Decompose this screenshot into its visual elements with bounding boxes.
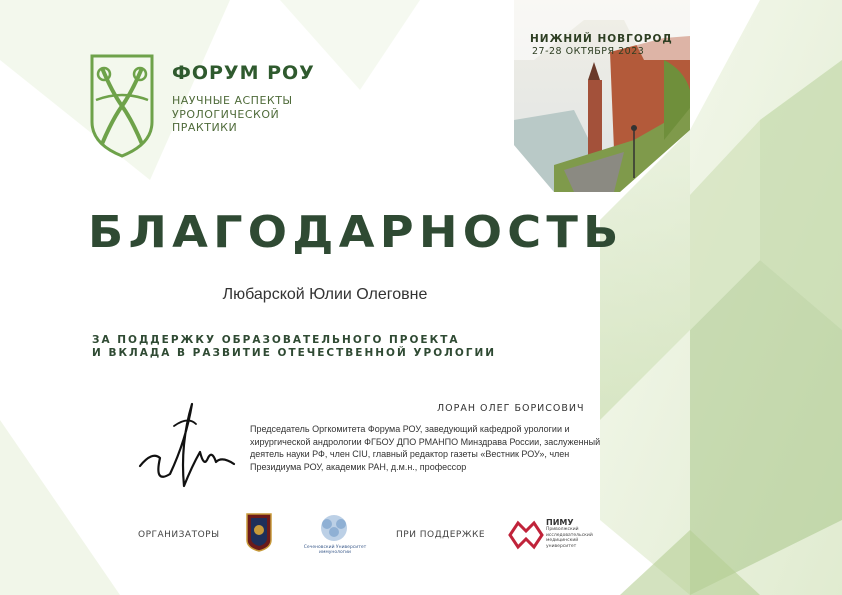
forum-subtitle-line: ПРАКТИКИ <box>172 121 238 134</box>
forum-rou-logo <box>88 52 156 160</box>
forum-title: ФОРУМ РОУ <box>172 62 315 84</box>
event-city: НИЖНИЙ НОВГОРОД <box>530 33 673 45</box>
certificate-title: БЛАГОДАРНОСТЬ <box>88 207 624 258</box>
event-dates: 27-28 ОКТЯБРЯ 2023 <box>532 46 645 57</box>
pimu-name: ПИМУ <box>546 518 574 527</box>
reason-line: И ВКЛАДА В РАЗВИТИЕ ОТЕЧЕСТВЕННОЙ УРОЛОГИИ <box>92 347 497 359</box>
signer-description: Председатель Оргкомитета Форума РОУ, заведующий кафедрой урологии и хирургической андрологии ФГБОУ ДПО РМАНПО Минздрава России, заслуженный деятель науки РФ, член CIU, главный редактор газеты «Вестник РОУ», член Президиума РОУ, академик РАН, д.м.н., профессор <box>250 424 601 473</box>
sechenov-text: Сеченовский Университет иммунологии <box>303 545 367 555</box>
forum-subtitle-line: НАУЧНЫЕ АСПЕКТЫ <box>172 94 293 107</box>
recipient-name: Любарской Юлии Олеговне <box>222 286 428 303</box>
certificate-reason <box>92 334 496 360</box>
pimu-description: Приволжский исследовательский медицинский университет <box>546 527 593 549</box>
reason-line: ЗА ПОДДЕРЖКУ ОБРАЗОВАТЕЛЬНОГО ПРОЕКТА <box>92 334 460 346</box>
signer-name: ЛОРАН ОЛЕГ БОРИСОВИЧ <box>437 403 585 414</box>
signature <box>130 396 240 496</box>
kremlin-photo <box>514 0 690 192</box>
organizers-label: ОРГАНИЗАТОРЫ <box>138 530 220 540</box>
rou-emblem-logo <box>245 512 273 552</box>
support-label: ПРИ ПОДДЕРЖКЕ <box>396 530 486 540</box>
forum-subtitle <box>172 94 293 135</box>
forum-subtitle-line: УРОЛОГИЧЕСКОЙ <box>172 107 280 121</box>
